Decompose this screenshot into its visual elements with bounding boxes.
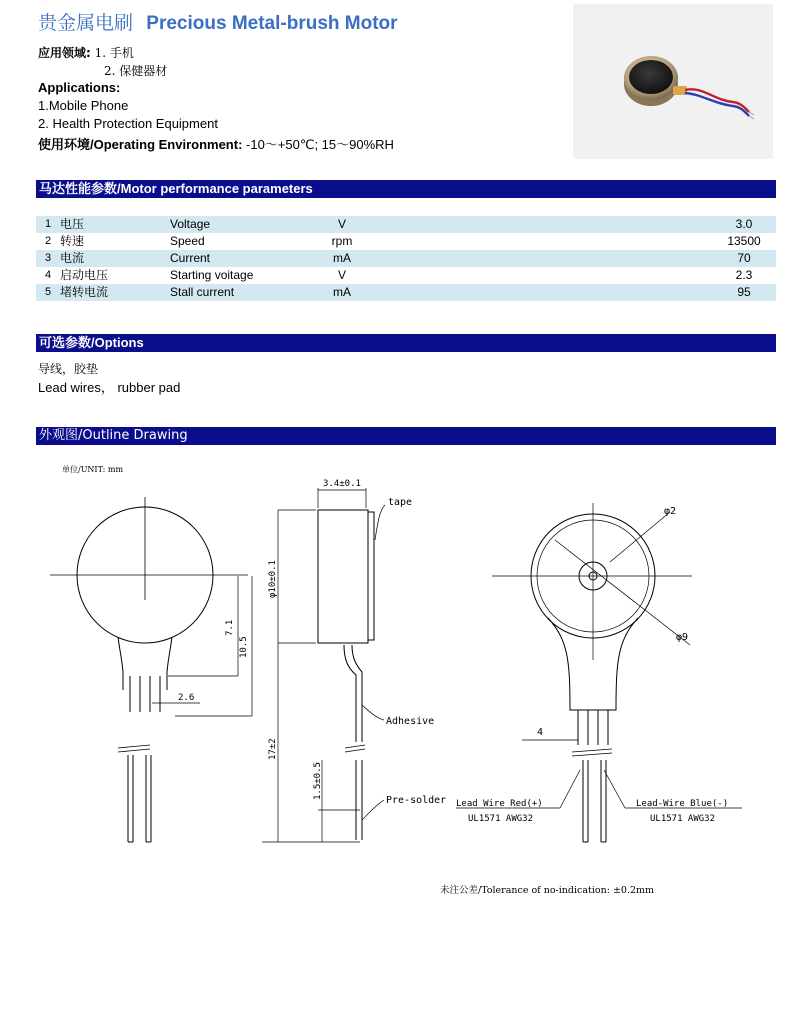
outline-drawing — [0, 446, 804, 916]
dim-7-1: 7.1 — [225, 619, 235, 636]
lead-wire-red: Lead Wire Red(+) — [456, 799, 543, 809]
dim-2-6: 2.6 — [178, 693, 195, 703]
lead-wire-blue: Lead-Wire Blue(-) — [636, 799, 729, 809]
applications-cn — [38, 44, 134, 61]
param-value: 95 — [382, 284, 776, 301]
dim-thickness: 3.4±0.1 — [323, 479, 361, 489]
application-item-1-cn: 1. 手机 — [94, 46, 134, 60]
row-number: 1 — [36, 216, 60, 233]
param-unit: V — [302, 216, 382, 233]
unit-label: 单位/UNIT: mm — [62, 465, 124, 474]
row-number: 2 — [44, 235, 52, 247]
options-section-header: 可选参数/Options — [36, 334, 776, 352]
param-name-cn: 转速 — [60, 234, 85, 248]
dim-4: 4 — [537, 727, 544, 738]
row-number: 3 — [36, 250, 60, 267]
dim-diameter-10: φ10±0.1 — [268, 560, 278, 598]
motor-image — [573, 4, 773, 159]
outline-section-header: 外观图/Outline Drawing — [36, 427, 776, 445]
title-en: Precious Metal-brush Motor — [146, 13, 398, 34]
back-view — [456, 503, 742, 842]
product-photo — [573, 4, 773, 159]
param-name-en: Stall current — [170, 284, 302, 301]
param-name-en: Voltage — [170, 216, 302, 233]
param-unit: mA — [302, 284, 382, 301]
dim-phi2: φ2 — [664, 506, 677, 517]
label-pre-solder: Pre-solder — [386, 795, 447, 806]
applications-label-cn: 应用领域: — [38, 46, 91, 60]
side-view — [262, 488, 385, 842]
front-view — [50, 497, 252, 842]
application-item-1-en: 1.Mobile Phone — [38, 98, 129, 113]
param-name-cn: 启动电压 — [60, 268, 109, 282]
param-name-cn: 堵转电流 — [60, 284, 170, 301]
param-name-en: Speed — [170, 234, 205, 248]
param-unit: mA — [302, 250, 382, 267]
param-value: 3.0 — [382, 216, 776, 233]
application-item-2-cn: 2. 保健器材 — [104, 64, 168, 78]
param-name-cn: 电压 — [60, 216, 170, 233]
lead-wire-blue-spec: UL1571 AWG32 — [650, 814, 716, 824]
table-row — [36, 267, 776, 284]
table-row — [36, 250, 776, 267]
param-value: 70 — [382, 250, 776, 267]
dim-10-5: 10.5 — [239, 636, 249, 658]
page-title — [38, 8, 398, 35]
dim-phi9: φ9 — [676, 632, 689, 643]
tolerance-note: 未注公差/Tolerance of no-indication: ±0.2mm — [440, 885, 655, 896]
operating-environment — [38, 134, 394, 153]
param-name-en: Current — [170, 250, 302, 267]
row-number: 5 — [36, 284, 60, 301]
table-row — [36, 284, 776, 301]
dim-17: 17±2 — [268, 738, 278, 760]
table-row — [36, 216, 776, 233]
table-row — [36, 233, 776, 250]
options-text-en: Lead wires， rubber pad — [38, 380, 181, 395]
param-unit: V — [337, 268, 346, 282]
performance-table — [36, 216, 776, 301]
lead-wire-red-spec: UL1571 AWG32 — [468, 814, 534, 824]
label-tape: tape — [388, 497, 413, 508]
param-value: 2.3 — [735, 268, 753, 282]
performance-section-header: 马达性能参数/Motor performance parameters — [36, 180, 776, 198]
param-value: 13500 — [727, 234, 761, 248]
environment-label: 使用环境/Operating Environment: — [38, 137, 243, 152]
param-name-cn: 电流 — [60, 250, 170, 267]
applications-label-en: Applications: — [38, 80, 121, 95]
row-number: 4 — [44, 269, 52, 281]
environment-value: -10～+50℃; 15～90%RH — [242, 137, 394, 152]
label-adhesive: Adhesive — [386, 716, 435, 727]
param-name-en: Starting voitage — [170, 268, 254, 282]
param-unit: rpm — [331, 234, 353, 248]
application-item-2-en: 2. Health Protection Equipment — [38, 116, 218, 131]
dim-1-5: 1.5±0.5 — [313, 762, 323, 800]
title-cn: 贵金属电刷 — [38, 12, 134, 34]
options-text-cn: 导线，胶垫 — [38, 362, 99, 376]
